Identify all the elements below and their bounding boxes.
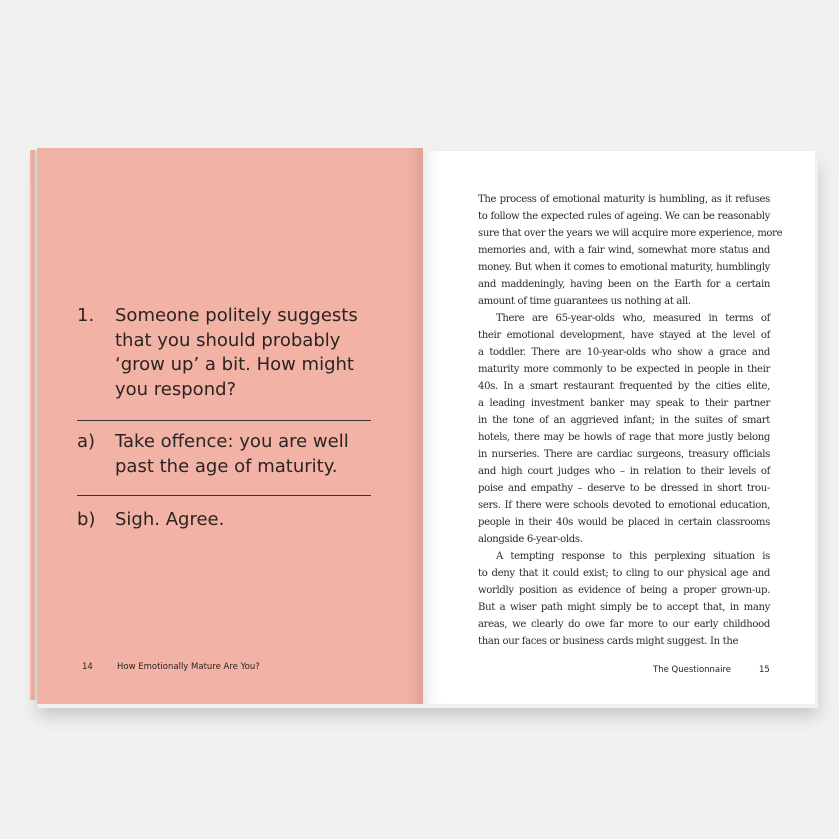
left-page [37, 148, 423, 704]
body-line: people in their 40s would be placed in certain classrooms [478, 517, 770, 528]
option-line: Sigh. Agree. [115, 509, 225, 530]
option-a-text [115, 430, 375, 479]
option-b-text [115, 508, 375, 533]
option-b-letter: b) [77, 509, 96, 530]
body-line: poise and empathy – deserve to be dressed in short trou- [478, 483, 770, 494]
body-line: and maddeningly, having been on the Earth for a certain [478, 279, 770, 290]
body-line: amount of time guarantees us nothing at all. [478, 296, 691, 307]
question-line: ‘grow up’ a bit. How might [115, 354, 354, 375]
body-line: a toddler. There are 10-year-olds who show a grace and [478, 347, 770, 358]
option-line: Take offence: you are well [115, 431, 349, 452]
question-line: Someone politely suggests [115, 305, 358, 326]
body-line: areas, we clearly do owe far more to our early childhood [478, 619, 770, 630]
divider [77, 420, 371, 421]
body-line: money. But when it comes to emotional maturity, humblingly [478, 262, 770, 273]
body-line: their emotional development, have stayed at the level of [478, 330, 770, 341]
body-line: sure that over the years we will acquire more experience, more [478, 228, 783, 239]
question-line: you respond? [115, 378, 237, 400]
body-line: and high court judges who – in relation to their levels of [478, 466, 770, 477]
page-number-right: 15 [759, 665, 770, 675]
right-page [423, 151, 815, 704]
body-line: There are 65-year-olds who, measured in terms of [496, 313, 770, 324]
body-line: worldly position as evidence of being a proper grown-up. [478, 585, 770, 596]
body-text [478, 191, 783, 650]
body-line: The process of emotional maturity is humbling, as it refuses [478, 194, 770, 205]
question-line: that you should probably [115, 329, 341, 351]
body-line: a leading investment banker may speak to their partner [478, 398, 770, 409]
body-line: alongside 6-year-olds. [478, 534, 583, 545]
option-line: past the age of maturity. [115, 455, 338, 477]
body-line: memories and, with a fair wind, somewhat more status and [478, 245, 770, 256]
body-line: hotels, there may be howls of rage that more justly belong [478, 432, 770, 443]
running-title-left: How Emotionally Mature Are You? [117, 662, 260, 672]
page-number-left: 14 [82, 662, 93, 672]
option-a-letter: a) [77, 431, 96, 452]
body-line: 40s. In a smart restaurant frequented by the cities elite, [478, 381, 770, 392]
question-text [115, 304, 390, 402]
divider [77, 495, 371, 496]
body-line: maturity more commonly to be expected in people in their [478, 364, 770, 375]
running-title-right: The Questionnaire [653, 665, 732, 675]
body-line: than our faces or business cards might suggest. In the [478, 636, 739, 647]
body-line: A tempting response to this perplexing situation is [496, 551, 770, 562]
question-number: 1. [77, 305, 95, 326]
body-line: in nurseries. There are cardiac surgeons, treasury officials [478, 449, 770, 460]
body-line: sers. If there were schools devoted to emotional education, [478, 500, 770, 511]
body-line: to deny that it could exist; to cling to our physical age and [478, 568, 770, 579]
body-line: in the tone of an aggrieved infant; in the suites of smart [478, 415, 770, 426]
body-line: to follow the expected rules of ageing. We can be reasonably [478, 211, 770, 222]
body-line: But a wiser path might simply be to accept that, in many [478, 602, 770, 613]
